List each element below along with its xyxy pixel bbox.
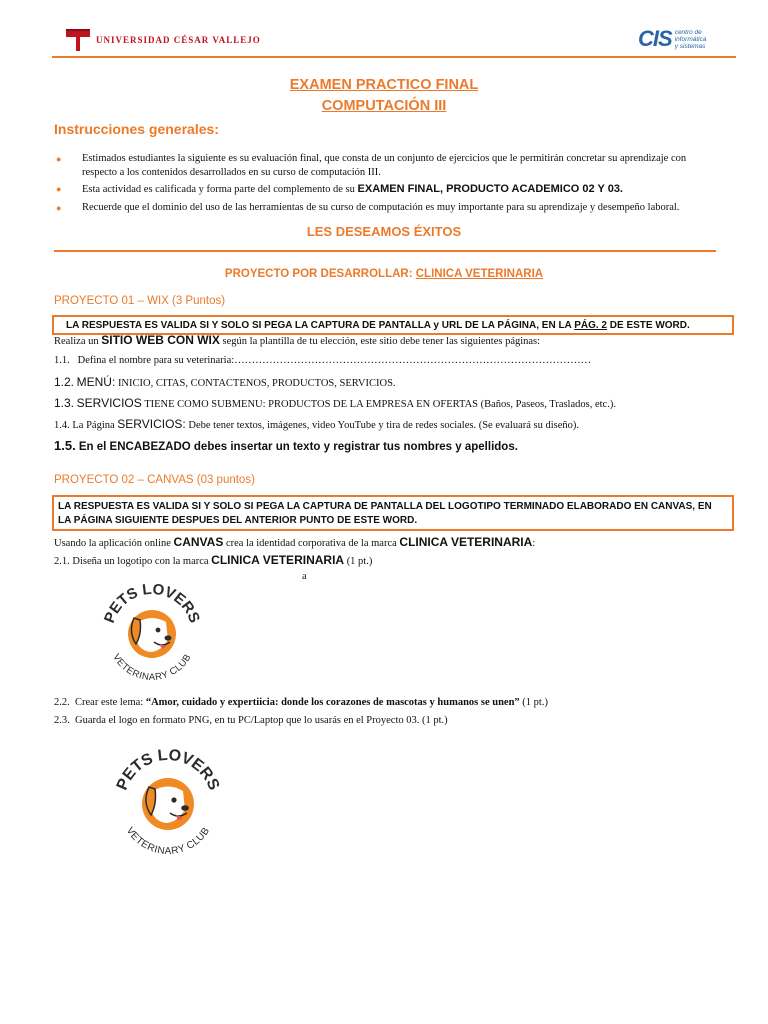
project-2-item-2: 2.2. Crear este lema: “Amor, cuidado y expertiicia: donde los corazones de mascotas y humanos se unen” (1 pt.) bbox=[54, 697, 548, 708]
instruction-1: Estimados estudiantes la siguiente es su evaluación final, que consta de un conjunto de ejercicios que le permitirán concretar su aprendizaje con respecto a los contenidos desarrollados en su curso de computación III. bbox=[82, 153, 687, 178]
logo-top-text: PETS LOVERS bbox=[100, 582, 204, 626]
project-1-item-4: 1.4. La Página SERVICIOS: Debe tener textos, imágenes, video YouTube y tira de redes sociales. (Se evaluará su diseño). bbox=[54, 417, 580, 431]
pets-lovers-logo-2 bbox=[88, 748, 248, 860]
logo-bottom-text: VETERINARY CLUB bbox=[123, 825, 213, 858]
project-1-item-3: 1.3. SERVICIOS TIENE COMO SUBMENU: PRODUCTOS DE LA EMPRESA EN OFERTAS (Baños, Paseos, Traslados, etc.). bbox=[54, 396, 616, 410]
logo-top-text: PETS LOVERS bbox=[113, 748, 223, 793]
project-1-item-1: 1.1. Defina el nombre para su veterinaria:………………………………………………………………………………………… bbox=[54, 355, 592, 366]
university-name: UNIVERSIDAD CÉSAR VALLEJO bbox=[96, 35, 261, 45]
project-2-heading: PROYECTO 02 – CANVAS (03 puntos) bbox=[54, 474, 255, 486]
project-1-item-5: 1.5. En el ENCABEZADO debes insertar un texto y registrar tus nombres y apellidos. bbox=[54, 438, 518, 453]
project-1-notice-box: LA RESPUESTA ES VALIDA SI Y SOLO SI PEGA LA CAPTURA DE PANTALLA y URL DE LA PÁGINA, EN LA PÁG. 2 DE ESTE WORD. bbox=[52, 315, 734, 335]
exam-title: EXAMEN PRACTICO FINAL bbox=[289, 77, 479, 93]
wishes-banner: LES DESEAMOS ÉXITOS bbox=[306, 224, 462, 239]
project-1-item-2: 1.2. MENÚ: INICIO, CITAS, CONTACTENOS, PRODUCTOS, SERVICIOS. bbox=[54, 375, 396, 389]
instructions-heading: Instrucciones generales: bbox=[54, 121, 219, 137]
bullet-icon: ● bbox=[56, 203, 62, 213]
course-title: COMPUTACIÓN III bbox=[321, 98, 447, 114]
project-2-item-1: 2.1. Diseña un logotipo con la marca CLINICA VETERINARIA (1 pt.) bbox=[54, 553, 373, 567]
instruction-2: Esta actividad es calificada y forma parte del complemento de su EXAMEN FINAL, PRODUCTO ACADEMICO 02 Y 03. bbox=[82, 183, 623, 195]
stray-character: a bbox=[302, 571, 307, 582]
header-divider bbox=[52, 56, 736, 58]
project-1-heading: PROYECTO 01 – WIX (3 Puntos) bbox=[54, 295, 226, 307]
ucv-logo bbox=[66, 28, 261, 52]
bullet-icon: ● bbox=[56, 184, 62, 194]
dog-head-icon bbox=[128, 610, 176, 658]
cis-logo-text: CIS bbox=[638, 26, 672, 51]
ucv-shield-icon bbox=[66, 29, 90, 51]
logo-bottom-text: VETERINARY CLUB bbox=[110, 652, 194, 684]
dog-head-icon bbox=[142, 778, 194, 830]
instruction-3: Recuerde que el dominio del uso de las herramientas de su curso de computación es muy importante para su aprendizaje y desempeño laboral. bbox=[82, 202, 680, 213]
bullet-icon: ● bbox=[56, 154, 62, 164]
project-1-intro: Realiza un SITIO WEB CON WIX según la plantilla de tu elección, este sitio debe tener las siguientes páginas: bbox=[54, 333, 541, 347]
cis-logo-subtitle: centro de informática y sistemas bbox=[674, 28, 707, 50]
cis-logo bbox=[638, 26, 706, 52]
project-2-intro: Usando la aplicación online CANVAS crea la identidad corporativa de la marca CLINICA VETERINARIA: bbox=[54, 535, 536, 549]
section-divider bbox=[54, 250, 716, 252]
project-title: PROYECTO POR DESARROLLAR: CLINICA VETERINARIA bbox=[224, 268, 544, 280]
pets-lovers-logo-1 bbox=[78, 582, 226, 684]
project-2-item-3: 2.3. Guarda el logo en formato PNG, en tu PC/Laptop que lo usarás en el Proyecto 03. (1 pt.) bbox=[54, 715, 448, 726]
project-2-notice-box: LA RESPUESTA ES VALIDA SI Y SOLO SI PEGA LA CAPTURA DE PANTALLA DEL LOGOTIPO TERMINADO ELABORADO EN CANVAS, EN LA PÁGINA SIGUIENTE DESPUES DEL ANTERIOR PUNTO DE ESTE WORD. bbox=[52, 495, 734, 531]
